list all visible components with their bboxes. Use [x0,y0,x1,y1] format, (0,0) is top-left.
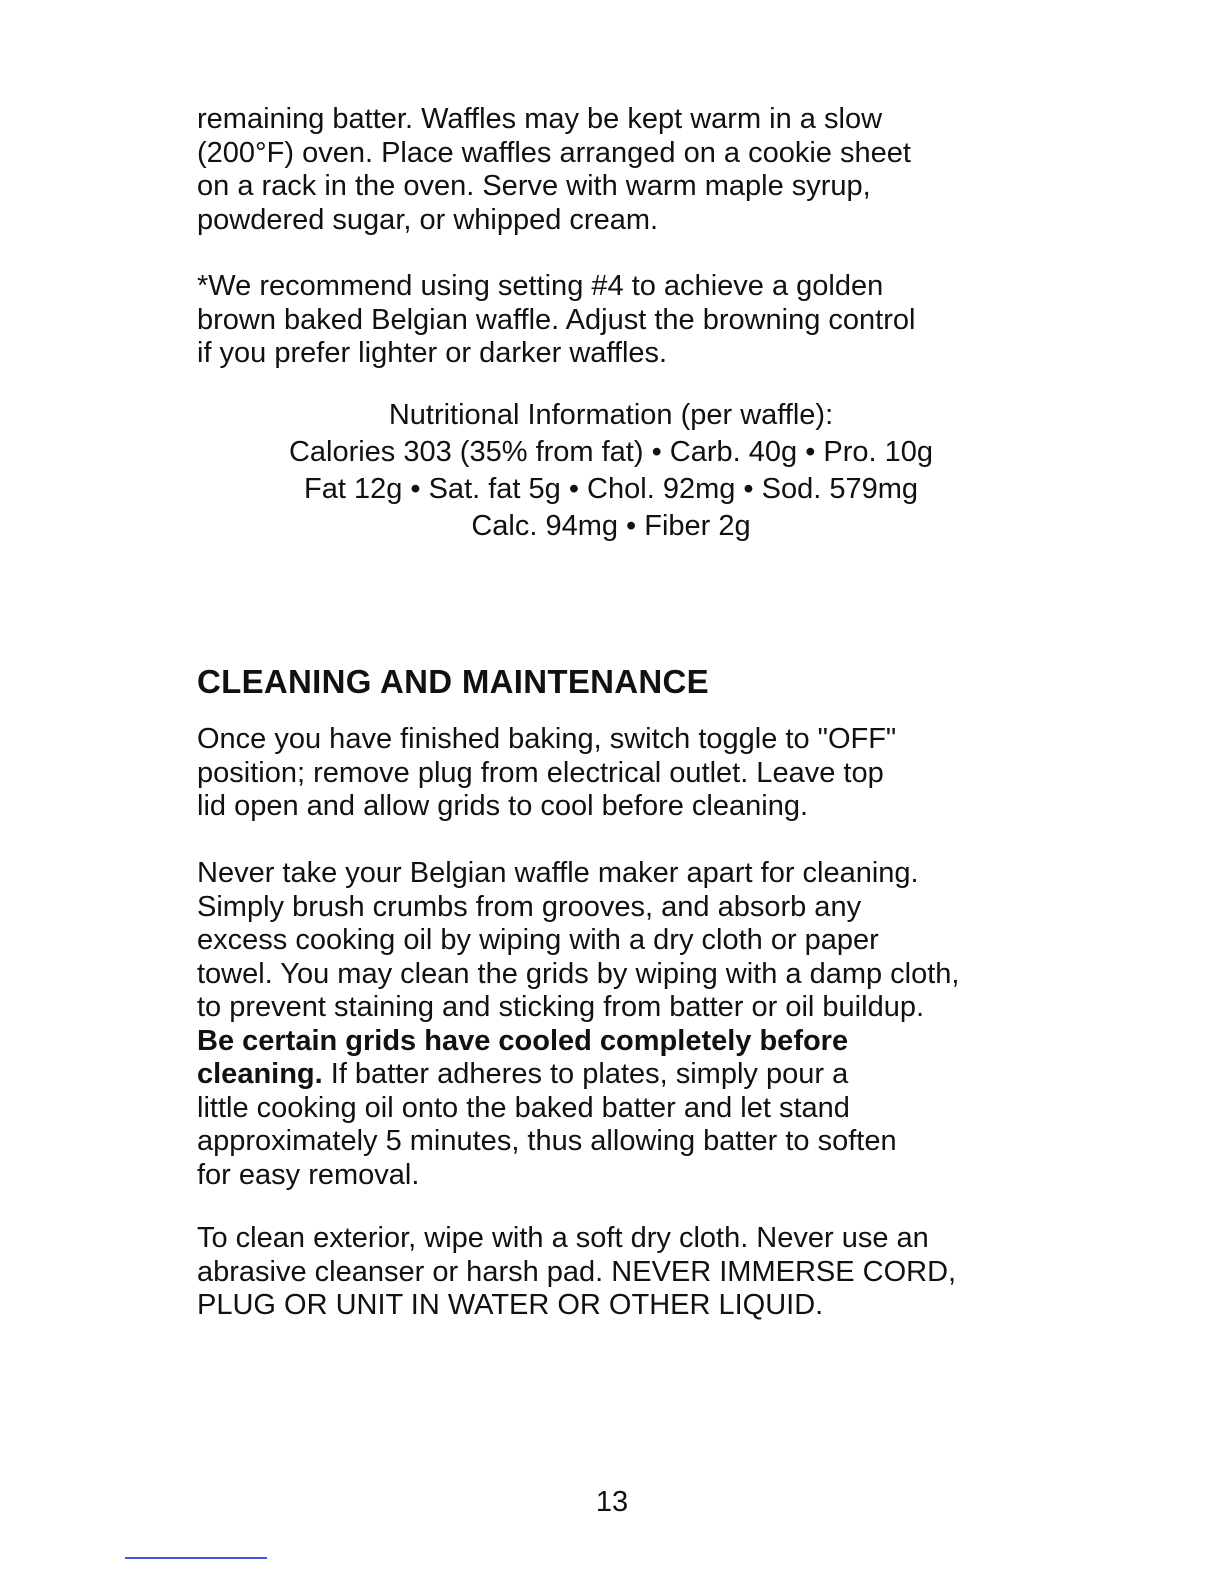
text-line: if you prefer lighter or darker waffles. [197,337,668,369]
page-number: 13 [595,1486,629,1518]
text-line: (200°F) oven. Place waffles arranged on a cookie sheet [197,136,911,169]
nutrition-info [0,397,1223,545]
text-fragment: If batter adheres to plates, simply pour a [322,1058,849,1090]
text-line: PLUG OR UNIT IN WATER OR OTHER LIQUID. [197,1289,824,1321]
nutrition-line: Fat 12g • Sat. fat 5g • Chol. 92mg • Sod. 579mg [303,473,919,505]
text-line: Once you have finished baking, switch toggle to "OFF" [197,723,897,755]
text-line: *We recommend using setting #4 to achieve a golden [197,270,884,302]
text-line: Simply brush crumbs from grooves, and absorb any [197,890,862,923]
text-line [197,1058,1037,1092]
cleaning-paragraph-1 [197,723,1037,824]
nutrition-line: Calc. 94mg • Fiber 2g [471,510,751,542]
section-heading: CLEANING AND MAINTENANCE [197,663,709,700]
warning-text: cleaning. [197,1058,323,1090]
text-line: Never take your Belgian waffle maker apart for cleaning. [197,857,919,889]
text-line: towel. You may clean the grids by wiping with a damp cloth, [197,957,960,990]
footer-divider [125,1557,267,1559]
recommendation-paragraph [197,270,1037,371]
warning-line: Be certain grids have cooled completely before [197,1024,849,1057]
text-line: abrasive cleanser or harsh pad. NEVER IMMERSE CORD, [197,1255,957,1288]
text-line: position; remove plug from electrical outlet. Leave top [197,756,884,789]
nutrition-line: Calories 303 (35% from fat) • Carb. 40g • Pro. 10g [288,436,934,468]
text-line: to prevent staining and sticking from batter or oil buildup. [197,991,925,1023]
text-line: little cooking oil onto the baked batter and let stand [197,1091,850,1124]
intro-paragraph [197,103,1037,237]
text-line: To clean exterior, wipe with a soft dry cloth. Never use an [197,1222,929,1254]
cleaning-paragraph-3 [197,1222,1037,1323]
text-line: brown baked Belgian waffle. Adjust the browning control [197,303,916,336]
text-line: approximately 5 minutes, thus allowing batter to soften [197,1125,897,1157]
text-line: lid open and allow grids to cool before cleaning. [197,790,809,822]
text-line: powdered sugar, or whipped cream. [197,203,659,236]
text-line: on a rack in the oven. Serve with warm maple syrup, [197,170,871,202]
text-line: remaining batter. Waffles may be kept warm in a slow [197,103,883,135]
nutrition-title: Nutritional Information (per waffle): [388,399,834,431]
cleaning-paragraph-2 [197,857,1037,1192]
text-line: for easy removal. [197,1158,420,1191]
text-line: excess cooking oil by wiping with a dry cloth or paper [197,924,879,956]
